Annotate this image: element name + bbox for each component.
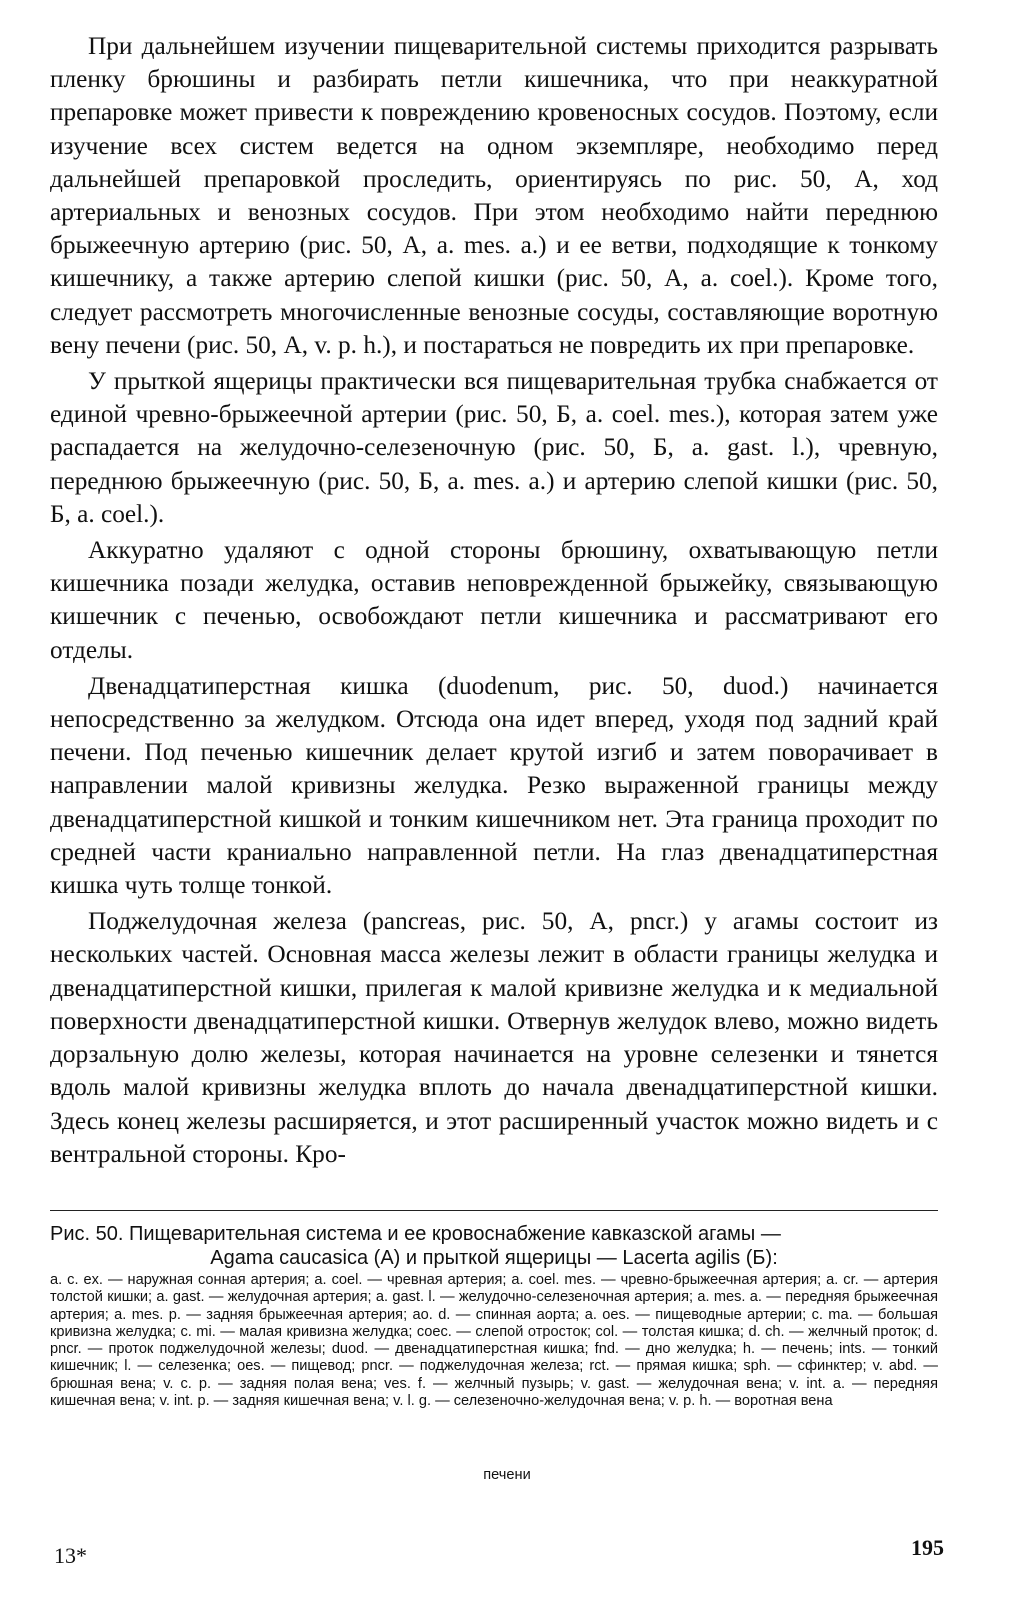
signature-mark: 13* [54,1543,87,1568]
paragraph-3: Аккуратно удаляют с одной стороны брюшину, охватывающую петли кишечника позади желудка, оставив неповрежденной брыжейку, связывающую кишечник с печенью, освобождают петли кишечника и рассматривают его отделы. [50,536,938,664]
main-text [50,30,938,1171]
figure-legend-end: печени [483,1467,531,1483]
paragraph-4: Двенадцатиперстная кишка (duodenum, рис. 50, duod.) начинается непосредственно за желудком. Отсюда она идет вперед, уходя под задний край печени. Под печенью кишечник делает крутой изгиб и затем поворачивает в направлении малой кривизны желудка. Резко выраженной границы между двенадцатиперстной кишкой и тонким кишечником нет. Эта граница проходит по средней части краниально направленной петли. На глаз двенадцатиперстная кишка чуть толще тонкой. [50,671,938,900]
figure-caption [50,1222,938,1270]
caption-title: Рис. 50. Пищеварительная система и ее кровоснабжение кавказской агамы — [50,1223,781,1245]
caption-subtitle: Agama caucasica (А) и прыткой ящерицы — Lacerta agilis (Б): [210,1247,778,1269]
paragraph-1: При дальнейшем изучении пищеварительной системы приходится разрывать пленку брюшины и разбирать петли кишечника, что при неаккуратной препаровке может привести к повреждению кровеносных сосудов. Поэтому, если изучение всех систем ведется на одном экземпляре, необходимо перед дальнейшей препаровкой проследить, ориентируясь по рис. 50, А, ход артериальных и венозных сосудов. При этом необходимо найти переднюю брыжеечную артерию (рис. 50, А, a. mes. a.) и ее ветви, подходящие к тонкому кишечнику, а также артерию слепой кишки (рис. 50, А, a. coel.). Кроме того, следует рассмотреть многочисленные венозные сосуды, составляющие воротную вену печени (рис. 50, А, v. p. h.), и постараться не повредить их при препаровке. [50,32,938,359]
page-number: 195 [911,1535,944,1560]
paragraph-2: У прыткой ящерицы практически вся пищеварительная трубка снабжается от единой чревно-брыжеечной артерии (рис. 50, Б, a. coel. mes.), которая затем уже распадается на желудочно-селезеночную (рис. 50, Б, a. gast. l.), чревную, переднюю брыжеечную (рис. 50, Б, a. mes. a.) и артерию слепой кишки (рис. 50, Б, a. coel.). [50,367,938,528]
paragraph-5: Поджелудочная железа (pancreas, рис. 50, А, pncr.) у агамы состоит из нескольких частей. Основная масса железы лежит в области границы желудка и двенадцатиперстной кишки, прилегая к малой кривизне желудка и к медиальной поверхности двенадцатиперстной кишки. Отвернув желудок влево, можно видеть дорзальную долю железы, которая начинается на уровне селезенки и тянется вдоль малой кривизны желудка вплоть до начала двенадцатиперстной кишки. Здесь конец железы расширяется, и этот расширенный участок можно видеть и с вентральной стороны. Кро- [50,907,938,1168]
figure-legend: a. c. ex. — наружная сонная артерия; a. coel. — чревная артерия; a. coel. mes. — чревно-брыжеечная артерия; a. cr. — артерия толстой кишки; a. gast. — желудочная артерия; a. gast. l. — желудочно-селезеночная артерия; a. mes. a. — передняя брыжеечная артерия; a. mes. p. — задняя брыжеечная артерия; ao. d. — спинная аорта; a. oes. — пищеводные артерии; c. ma. — большая кривизна желудка; c. mi. — малая кривизна желудка; coec. — слепой отросток; col. — толстая кишка; d. ch. — желчный проток; d. pncr. — проток поджелудочной железы; duod. — двенадцатиперстная кишка; fnd. — дно желудка; h. — печень; ints. — тонкий кишечник; l. — селезенка; oes. — пищевод; pncr. — поджелудочная железа; rct. — прямая кишка; sph. — сфинктер; v. abd. — брюшная вена; v. c. p. — задняя полая вена; ves. f. — желчный пузырь; v. gast. — желудочная вена; v. int. a. — передняя кишечная вена; v. int. p. — задняя кишечная вена; v. l. g. — селезеночно-желудочная вена; v. p. h. — воротная вена [50,1272,938,1410]
separator-rule [50,1210,938,1211]
